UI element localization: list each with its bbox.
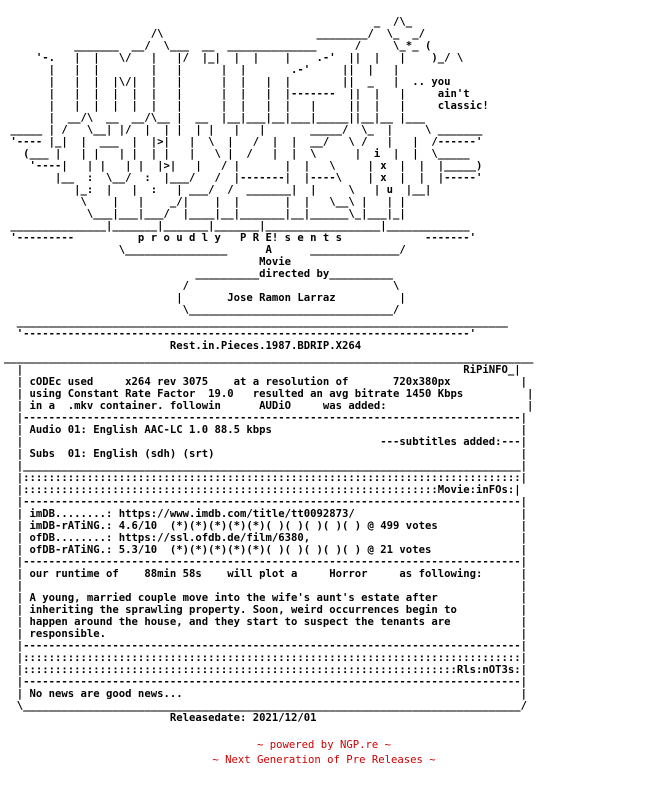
info-box-line: | A young, married couple move into the wife's aunt's estate after | (4, 592, 527, 604)
ascii-art-line: |__ : \__/ : |___/ / |-------| |----\ | x | | |-----' (4, 172, 483, 184)
info-box-line: | our runtime of 88min 58s will plot a Horror as following: | (4, 568, 527, 580)
info-box-line: ___________________________________________________________________________________ (4, 352, 534, 364)
ascii-art-line: '-. | | \/ | |/ |_| | | | .-' || | | )_/ \ (4, 52, 464, 64)
ascii-art-line: | | | | | | | | | | | | || | | classic! (4, 100, 489, 112)
info-box-line: | responsible. | (4, 628, 527, 640)
info-box-line: |------------------------------------------------------------------------------| (4, 412, 527, 424)
ascii-art-line: _____________________________________________________________________________ (4, 316, 508, 328)
ascii-art-line: /\ ________/ \_ _/ (4, 28, 425, 40)
ascii-art-line: | | | |\/| | | | | | | || _ | .. you (4, 76, 451, 88)
ascii-art-line: __________directed by__________ (4, 268, 394, 280)
info-box-line: | No news are good news... | (4, 688, 527, 700)
info-box-line: | imDB........: https://www.imdb.com/title/tt0092873/ | (4, 508, 527, 520)
info-box-line: | happen around the house, and they start to suspect the tenants are | (4, 616, 527, 628)
info-box-line: |:::::::::::::::::::::::::::::::::::::::::::::::::::::::::::::::::Movie:inFOs:| (4, 484, 521, 496)
info-box-line: | cODEc used x264 rev 3075 at a resolution of 720x380px | (4, 376, 527, 388)
ascii-art-line: _______ __/ \___ __ ______________ / \_*_ ( (4, 40, 432, 52)
ascii-art-line: '----| | | | | |>| | / | | | \ | x | | |_____) (4, 160, 483, 172)
ascii-art-line: Movie (4, 256, 292, 268)
ascii-art-line: | Jose Ramon Larraz | (4, 292, 406, 304)
info-box-line: |______________________________________________________________________________| (4, 460, 527, 472)
ascii-art-line: / \ (4, 280, 400, 292)
ascii-art-line: '---- |_| | ___ | |>| | \ | / | | __/ \ / | | /------' (4, 136, 483, 148)
nfo-text-block (4, 16, 533, 724)
info-box-line: | Subs 01: English (sdh) (srt) | (4, 448, 527, 460)
info-box-line: |------------------------------------------------------------------------------| (4, 640, 527, 652)
info-box-line: | RiPiNFO_| (4, 364, 521, 376)
info-box-line: | in a .mkv container. followin AUDiO was added: | (4, 400, 534, 412)
ascii-art-line: | | | | | | | .-' || | | (4, 64, 406, 76)
ascii-art-line: |_: | | : | ___/ / _______| | \ | u |__| (4, 184, 432, 196)
info-box-line: |------------------------------------------------------------------------------| (4, 556, 527, 568)
info-box-line: | ofDB........: https://ssl.ofdb.de/film/6380, | (4, 532, 527, 544)
info-box-line: | ---subtitles added:---| (4, 436, 527, 448)
info-box-line: |::::::::::::::::::::::::::::::::::::::::::::::::::::::::::::::::::::Rls:nOT3s:| (4, 664, 527, 676)
ascii-art-line: | | | | | | | | | | |------- || | | ain't (4, 88, 470, 100)
info-box-line: |------------------------------------------------------------------------------| (4, 496, 527, 508)
info-box-line: |::::::::::::::::::::::::::::::::::::::::::::::::::::::::::::::::::::::::::::::| (4, 472, 527, 484)
footer-tagline: ~ Next Generation of Pre Releases ~ (212, 754, 436, 766)
footer (0, 738, 648, 768)
info-box-line: | using Constant Rate Factor 19.0 resulted an avg bitrate 1450 Kbps | (4, 388, 534, 400)
ascii-art-line: '----------------------------------------------------------------------' (4, 328, 476, 340)
info-box-line: | ofDB-rATiNG.: 5.3/10 (*)(*)(*)(*)(*)( )( )( )( )( ) @ 21 votes | (4, 544, 527, 556)
info-box-line: Releasedate: 2021/12/01 (4, 712, 317, 724)
info-box-line: | | (4, 580, 527, 592)
ascii-art-line: '--------- p r o u d l y P R E! s e n t s -------' (4, 232, 476, 244)
ascii-art-line: \ | | _/| | | | | \__\ | | | (4, 196, 406, 208)
ascii-art-line: \________________ A ______________/ (4, 244, 406, 256)
info-box-line: \______________________________________________________________________________/ (4, 700, 527, 712)
ascii-art-line: Rest.in.Pieces.1987.BDRIP.X264 (4, 340, 362, 352)
info-box-line: | imDB-rATiNG.: 4.6/10 (*)(*)(*)(*)(*)( )( )( )( )( ) @ 499 votes | (4, 520, 527, 532)
info-box-line: | Audio 01: English AAC-LC 1.0 88.5 kbps | (4, 424, 527, 436)
info-box-line: |------------------------------------------------------------------------------| (4, 676, 527, 688)
ascii-art-line: _______________|_______|_______|_______|__________________|_____________ (4, 220, 470, 232)
ascii-art-line: \________________________________/ (4, 304, 400, 316)
ascii-art-line: (___ | | | | | | | | \ | / | | \ | i | | \_____ (4, 148, 470, 160)
ascii-art-line: _ /\_ (4, 16, 413, 28)
ascii-art-line: | __/\ __ __/\__ | __ |__|___|__|___|_____||__|__ |___ (4, 112, 425, 124)
ascii-art-line: _____ | / \__| |/ | | | | | | | _____/ \_ | \ _______ (4, 124, 483, 136)
info-box-line: | inheriting the sprawling property. Soon, weird occurrences begin to | (4, 604, 527, 616)
footer-powered-by: ~ powered by NGP.re ~ (257, 739, 391, 751)
ascii-art-line: \___|___|___/ |____|__|_______|__|______\_|___|_| (4, 208, 406, 220)
info-box-line: |::::::::::::::::::::::::::::::::::::::::::::::::::::::::::::::::::::::::::::::| (4, 652, 527, 664)
